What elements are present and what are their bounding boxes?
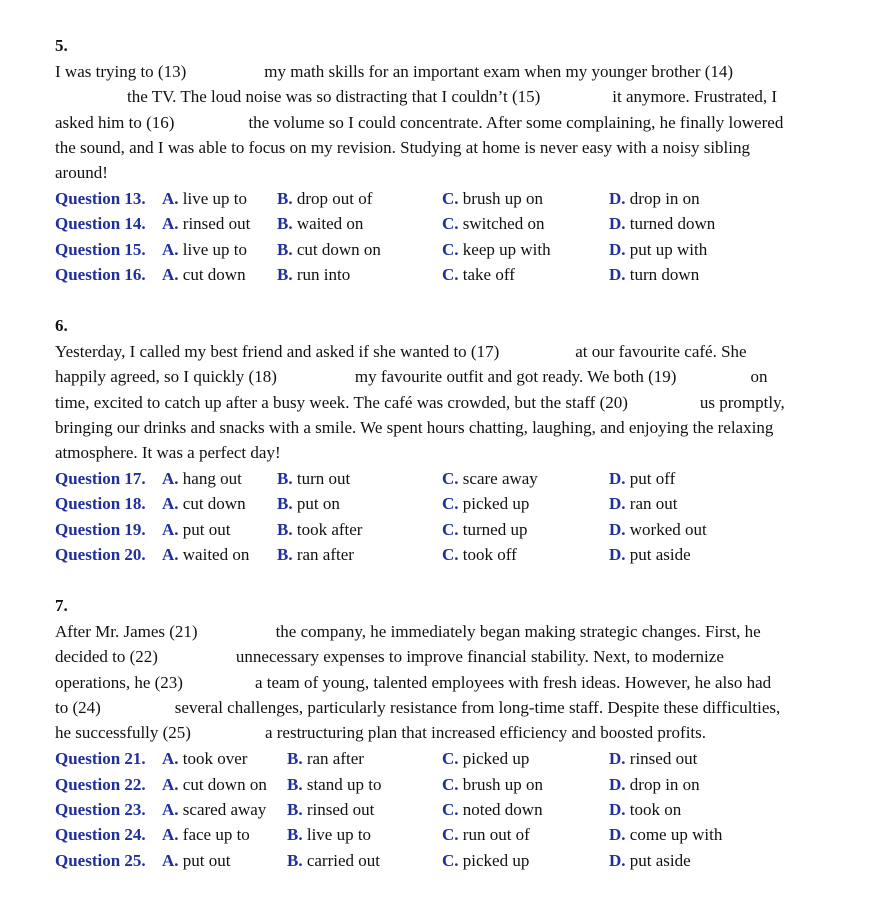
question-row [55, 491, 863, 516]
option-d[interactable]: D. turned down [609, 214, 716, 233]
question-label: Question 25. [55, 851, 146, 870]
option-b[interactable]: B. rinsed out [287, 800, 375, 819]
passage-line: the TV. The loud noise was so distracting that I couldn’t (15) it anymore. Frustrated, I [127, 87, 778, 106]
option-d[interactable]: D. rinsed out [609, 749, 698, 768]
option-c[interactable]: C. brush up on [442, 775, 544, 794]
option-a[interactable]: A. cut down [162, 494, 246, 513]
question-label: Question 20. [55, 545, 146, 564]
option-d[interactable]: D. turn down [609, 265, 700, 284]
option-c[interactable]: C. switched on [442, 214, 545, 233]
question-label: Question 13. [55, 189, 146, 208]
option-d[interactable]: D. drop in on [609, 189, 700, 208]
question-row [55, 186, 863, 211]
question-row [55, 237, 863, 262]
question-label: Question 22. [55, 775, 146, 794]
question-row [55, 848, 863, 873]
option-a[interactable]: A. put out [162, 851, 231, 870]
question-label: Question 23. [55, 800, 146, 819]
passage-line: time, excited to catch up after a busy week. The café was crowded, but the staff (20) us promptly, [55, 393, 785, 412]
option-b[interactable]: B. drop out of [277, 189, 373, 208]
option-d[interactable]: D. put off [609, 469, 676, 488]
option-c[interactable]: C. took off [442, 545, 517, 564]
passage-line: he successfully (25) a restructuring plan that increased efficiency and boosted profits. [55, 723, 707, 742]
section-number: 6. [55, 316, 68, 335]
option-b[interactable]: B. stand up to [287, 775, 382, 794]
option-b[interactable]: B. put on [277, 494, 340, 513]
question-row [55, 517, 863, 542]
option-a[interactable]: A. took over [162, 749, 248, 768]
passage-line: asked him to (16) the volume so I could concentrate. After some complaining, he finally lowered [55, 113, 784, 132]
option-a[interactable]: A. waited on [162, 545, 250, 564]
option-a[interactable]: A. hang out [162, 469, 242, 488]
section-number: 7. [55, 596, 68, 615]
option-c[interactable]: C. noted down [442, 800, 543, 819]
section-number: 5. [55, 36, 68, 55]
passage-line: Yesterday, I called my best friend and asked if she wanted to (17) at our favourite café. She [55, 342, 747, 361]
question-row [55, 797, 863, 822]
option-d[interactable]: D. put aside [609, 545, 691, 564]
option-c[interactable]: C. take off [442, 265, 515, 284]
option-b[interactable]: B. turn out [277, 469, 351, 488]
option-a[interactable]: A. rinsed out [162, 214, 251, 233]
question-label: Question 17. [55, 469, 146, 488]
option-b[interactable]: B. cut down on [277, 240, 381, 259]
passage-line: After Mr. James (21) the company, he immediately began making strategic changes. First, he [55, 622, 761, 641]
option-b[interactable]: B. carried out [287, 851, 380, 870]
passage-line: bringing our drinks and snacks with a smile. We spent hours chatting, laughing, and enjoying the relaxing [55, 418, 774, 437]
option-b[interactable]: B. took after [277, 520, 363, 539]
passage-line: the sound, and I was able to focus on my revision. Studying at home is never easy with a noisy sibling [55, 138, 751, 157]
option-a[interactable]: A. live up to [162, 240, 247, 259]
option-a[interactable]: A. scared away [162, 800, 267, 819]
option-d[interactable]: D. took on [609, 800, 682, 819]
passage-line: decided to (22) unnecessary expenses to improve financial stability. Next, to modernize [55, 647, 724, 666]
option-c[interactable]: C. scare away [442, 469, 538, 488]
passage-line: operations, he (23) a team of young, talented employees with fresh ideas. However, he also had [55, 673, 772, 692]
option-d[interactable]: D. come up with [609, 825, 723, 844]
question-row [55, 772, 863, 797]
option-a[interactable]: A. cut down [162, 265, 246, 284]
passage-line: atmosphere. It was a perfect day! [55, 443, 281, 462]
option-d[interactable]: D. drop in on [609, 775, 700, 794]
question-label: Question 21. [55, 749, 146, 768]
option-b[interactable]: B. ran after [287, 749, 364, 768]
option-a[interactable]: A. live up to [162, 189, 247, 208]
question-label: Question 14. [55, 214, 146, 233]
option-b[interactable]: B. waited on [277, 214, 364, 233]
passage-line: happily agreed, so I quickly (18) my favourite outfit and got ready. We both (19) on [55, 367, 768, 386]
option-a[interactable]: A. cut down on [162, 775, 267, 794]
option-c[interactable]: C. picked up [442, 851, 530, 870]
option-c[interactable]: C. turned up [442, 520, 528, 539]
question-row [55, 466, 863, 491]
option-c[interactable]: C. picked up [442, 749, 530, 768]
question-row [55, 262, 863, 287]
passage-line: to (24) several challenges, particularly resistance from long-time staff. Despite these difficulties, [55, 698, 781, 717]
passage-line: I was trying to (13) my math skills for an important exam when my younger brother (14) [55, 62, 734, 81]
option-b[interactable]: B. live up to [287, 825, 372, 844]
question-row [55, 211, 863, 236]
option-d[interactable]: D. put aside [609, 851, 691, 870]
question-label: Question 18. [55, 494, 146, 513]
question-row [55, 542, 863, 567]
question-label: Question 24. [55, 825, 146, 844]
question-row [55, 746, 863, 771]
option-a[interactable]: A. put out [162, 520, 231, 539]
question-label: Question 16. [55, 265, 146, 284]
question-label: Question 19. [55, 520, 146, 539]
option-a[interactable]: A. face up to [162, 825, 250, 844]
option-d[interactable]: D. worked out [609, 520, 707, 539]
option-c[interactable]: C. brush up on [442, 189, 544, 208]
option-c[interactable]: C. run out of [442, 825, 530, 844]
option-b[interactable]: B. run into [277, 265, 351, 284]
option-d[interactable]: D. put up with [609, 240, 708, 259]
question-label: Question 15. [55, 240, 146, 259]
option-c[interactable]: C. keep up with [442, 240, 551, 259]
option-d[interactable]: D. ran out [609, 494, 678, 513]
option-b[interactable]: B. ran after [277, 545, 354, 564]
passage-line: around! [55, 163, 108, 182]
question-row [55, 822, 863, 847]
option-c[interactable]: C. picked up [442, 494, 530, 513]
